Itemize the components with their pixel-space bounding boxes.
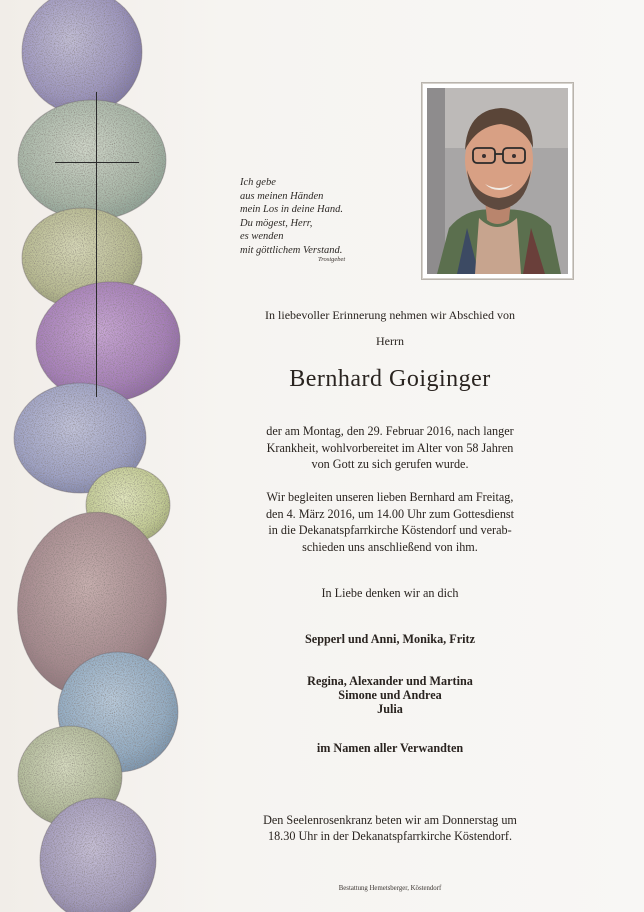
death-notice-line: Krankheit, wohlvorbereitet im Alter von 58 Jahren	[266, 440, 514, 455]
rosary-line: Den Seelenrosenkranz beten wir am Donnerstag um	[263, 813, 517, 827]
poem-line: es wenden	[240, 231, 284, 243]
funeral-notice	[225, 489, 555, 555]
stone-10	[40, 798, 156, 912]
portrait-frame	[421, 82, 574, 280]
prayer-poem	[240, 176, 380, 258]
poem-line: mein Los in deine Hand.	[240, 204, 343, 216]
rosary-notice	[225, 812, 555, 844]
deceased-name: Bernhard Goiginger	[289, 366, 491, 392]
stone-2	[18, 100, 166, 220]
poem-line: Ich gebe	[240, 177, 276, 188]
rosary-line: 18.30 Uhr in der Dekanatspfarrkirche Köstendorf.	[267, 829, 512, 843]
intro-text: In liebevoller Erinnerung nehmen wir Abschied von	[265, 308, 515, 322]
stones-decoration	[0, 0, 200, 912]
death-notice-line: der am Montag, den 29. Februar 2016, nach langer	[266, 424, 514, 438]
death-notice	[225, 423, 555, 473]
funeral-line: in die Dekanatspfarrkirche Köstendorf und verab-	[268, 523, 512, 537]
poem-line: mit göttlichem Verstand.	[240, 244, 343, 256]
poem-source: Trostgebet	[318, 256, 346, 263]
death-notice-line: von Gott zu sich gerufen wurde.	[311, 457, 469, 471]
funeral-line: den 4. März 2016, um 14.00 Uhr zum Gottesdienst	[265, 506, 515, 521]
portrait-photo	[427, 88, 568, 274]
family-line: Julia	[377, 702, 403, 717]
family-group-1: Sepperl und Anni, Monika, Fritz	[305, 632, 475, 646]
cross-horizontal	[55, 162, 139, 163]
funeral-line: Wir begleiten unseren lieben Bernhard am Freitag,	[266, 490, 514, 504]
poem-line: aus meinen Händen	[240, 190, 324, 202]
family-line: Simone und Andrea	[338, 688, 442, 703]
family-line: Regina, Alexander und Martina	[307, 674, 473, 688]
in-love-text: In Liebe denken wir an dich	[321, 586, 459, 600]
family-group-2	[225, 674, 555, 717]
funeral-home-footer: Bestattung Hemetsberger, Köstendorf	[338, 885, 442, 892]
salutation: Herrn	[376, 334, 404, 348]
poem-line: Du mögest, Herr,	[240, 217, 313, 229]
cross-vertical	[96, 92, 97, 397]
funeral-line: schieden uns anschließend von ihm.	[302, 539, 478, 554]
stone-1	[22, 0, 142, 114]
relatives-text: im Namen aller Verwandten	[316, 741, 464, 755]
